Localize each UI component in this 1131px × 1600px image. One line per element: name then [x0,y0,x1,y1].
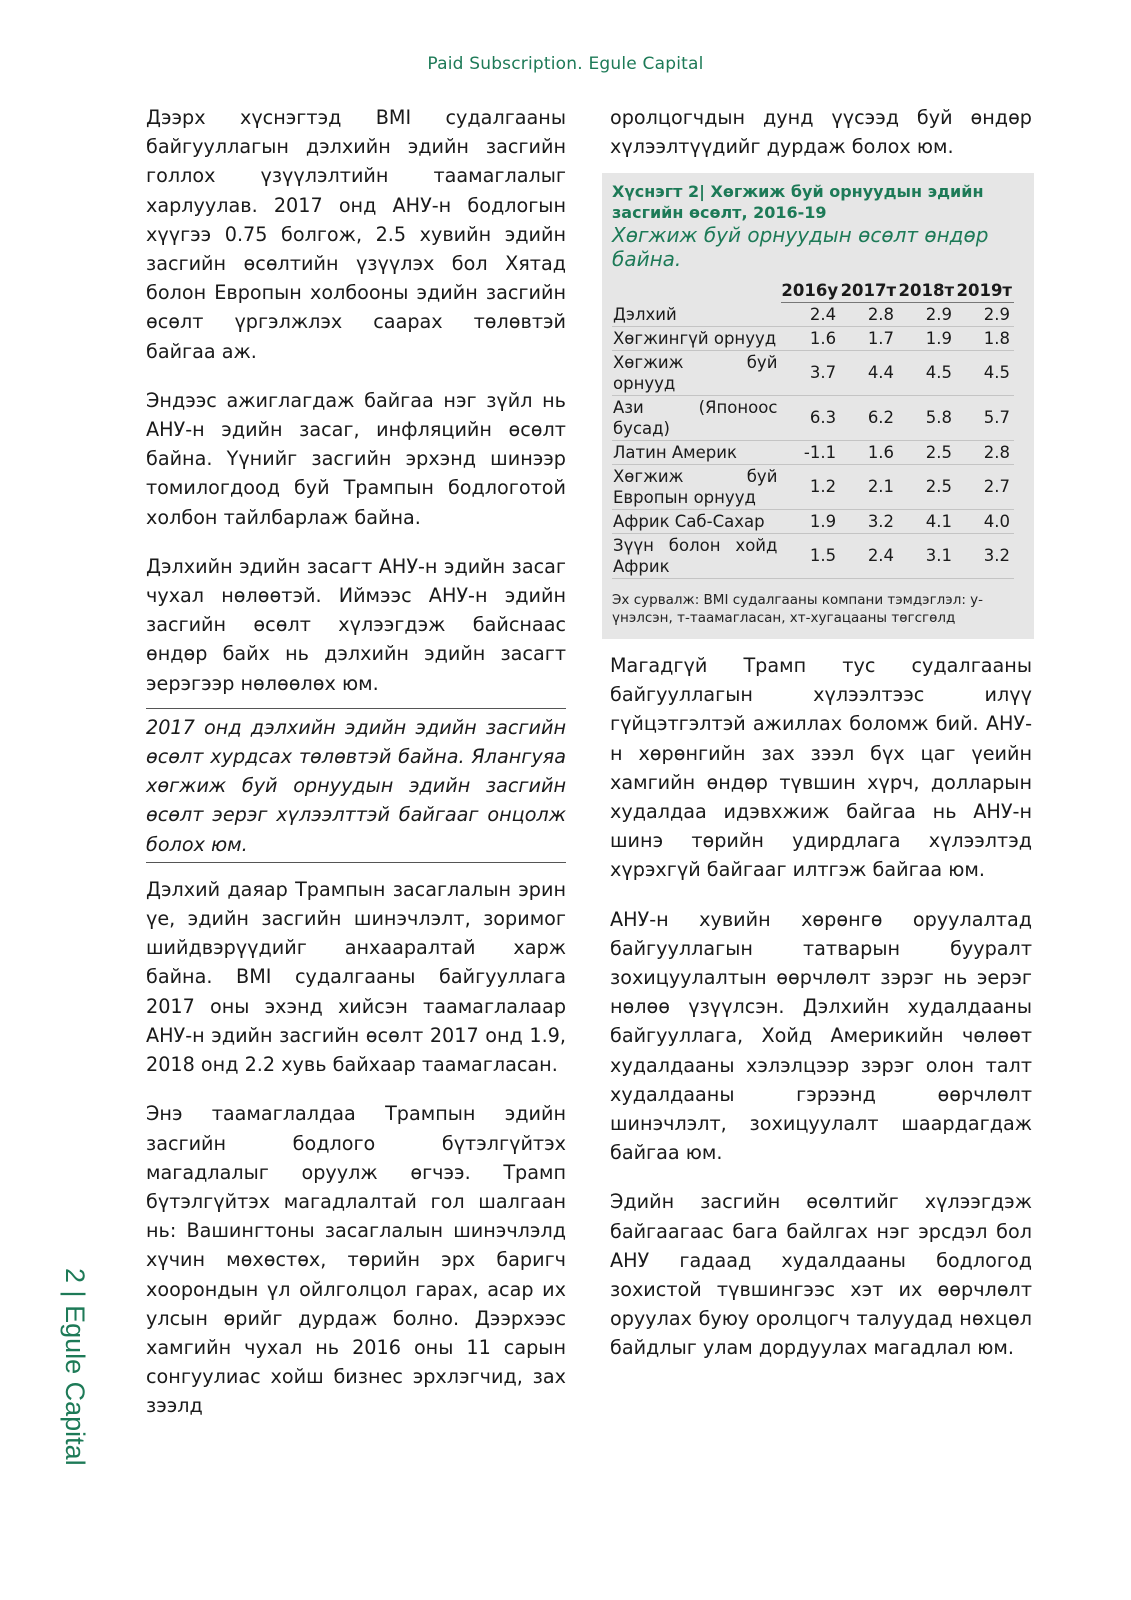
cell-value: 3.2 [840,509,898,533]
cell-value: 5.8 [898,395,956,440]
row-label: Хөгжингүй орнууд [612,326,781,350]
page-number: 2 [60,1268,90,1284]
footer-brand: Egule Capital [60,1305,90,1466]
paragraph: Эндээс ажиглагдаж байгаа нэг зүйл нь АНУ-н эдийн засаг, инфляцийн өсөлт байна. Үүнийг засгийн эрхэнд шинээр томилогдоод буй Трампын бодлоготой холбон тайлбарлаж байна. [146,388,566,529]
table-row [612,464,1014,509]
cell-value: 1.9 [781,509,840,533]
cell-value: 2.8 [956,440,1014,464]
paragraph: АНУ-н хувийн хөрөнгө оруулалтад байгууллагын татварын бууралт зохицуулалтын өөрчлөлт зэрэг нь эерэг нөлөө үзүүлсэн. Дэлхийн худалдааны байгууллага, Хойд Америкийн чөлөөт худалдааны хэлэлцээр зэрэг олон талт худалдааны гэрээнд өөрчлөлт шинэчлэлт, зохицуулалт шаардагдаж байгаа юм. [610,907,1032,1165]
column-header: 2018т [898,277,956,303]
table-row [612,533,1014,578]
paragraph: Энэ таамаглалдаа Трампын эдийн засгийн бодлого бүтэлгүйтэх магадлалыг оруулж өгчээ. Трамп бүтэлгүйтэх магадлалтай гол шалгаан нь: Вашингтоны засаглалын шинэчлэлд хүчин мөхөстөх, төрийн эрх баригч хоорондын үл ойлголцол гарах, асар их улсын өрийг дурдаж болно. Дээрхээс хамгийн чухал нь 2016 оны 11 сарын сонгуулиас хойш бизнес эрхлэгчид, зах зээлд [146,1102,566,1418]
cell-value: 1.8 [956,326,1014,350]
cell-value: 4.0 [956,509,1014,533]
paragraph: Магадгүй Трамп тус судалгааны байгууллагын хүлээлтээс илүү гүйцэтгэлтэй ажиллах боломж бий. АНУ-н хөрөнгийн зах зээл бүх цаг үеийн хамгийн өндөр түвшин хүрч, долларын худалдаа идэвхжиж байгаа нь АНУ-н шинэ төрийн удирдлага хүлээлтэд хүрэхгүй байгааг илтгэж байгаа юм. [610,653,1032,882]
cell-value: 2.7 [956,464,1014,509]
table-row [612,509,1014,533]
cell-value: 1.7 [840,326,898,350]
growth-table-box [602,173,1034,639]
pull-quote: 2017 онд дэлхийн эдийн эдийн засгийн өсөлт хурдсах төлөвтэй байна. Ялангуяа хөгжиж буй орнуудын эдийн засгийн өсөлт эерэг хүлээлттэй байгааг онцолж болох юм. [146,708,566,863]
column-header: 2019т [956,277,1014,303]
cell-value: 3.1 [898,533,956,578]
side-footer [58,1268,98,1498]
cell-value: 4.1 [898,509,956,533]
cell-value: 1.5 [781,533,840,578]
table-title: Хүснэгт 2| Хөгжиж буй орнуудын эдийн засгийн өсөлт, 2016-19 [612,182,984,223]
row-label: Дэлхий [612,303,781,327]
cell-value: 2.1 [840,464,898,509]
cell-value: 4.4 [840,350,898,395]
table-row [612,326,1014,350]
cell-value: 3.7 [781,350,840,395]
row-label: Хөгжиж буй орнууд [612,350,781,395]
right-column [610,103,1032,1383]
cell-value: 1.6 [781,326,840,350]
table-row [612,303,1014,327]
table-row [612,350,1014,395]
row-label: Хөгжиж буй Европын орнууд [612,464,781,509]
table-row [612,395,1014,440]
cell-value: 3.2 [956,533,1014,578]
cell-value: 2.9 [898,303,956,327]
cell-value: 1.9 [898,326,956,350]
cell-value: 6.2 [840,395,898,440]
cell-value: 2.5 [898,440,956,464]
column-header: 2017т [840,277,898,303]
cell-value: 2.5 [898,464,956,509]
cell-value: 6.3 [781,395,840,440]
cell-value: -1.1 [781,440,840,464]
row-label: Ази (Японоос бусад) [612,395,781,440]
side-footer-text [59,1268,90,1466]
table-subtitle: Хөгжиж буй орнуудын өсөлт өндөр байна. [612,223,989,272]
left-column [146,103,566,1441]
paragraph: Эдийн засгийн өсөлтийг хүлээгдэж байгаагаас бага байлгах нэг эрсдэл бол АНУ гадаад худалдааны бодлогод зохистой түвшингээс хэт их өөрчлөлт оруулах буюу оролцогч талуудад нөхцөл байдлыг улам дордуулах магадлал юм. [610,1190,1032,1360]
cell-value: 5.7 [956,395,1014,440]
paragraph: оролцогчдын дунд үүсээд буй өндөр хүлээлтүүдийг дурдаж болох юм. [610,106,1032,159]
page-header: Paid Subscription. Egule Capital [427,54,704,74]
row-label: Латин Америк [612,440,781,464]
paragraph: Дэлхий даяар Трампын засаглалын эрин үе, эдийн засгийн шинэчлэлт, зоримог шийдвэрүүдийг анхааралтай харж байна. BMI судалгааны байгууллага 2017 оны эхэнд хийсэн таамаглалаар АНУ-н эдийн засгийн өсөлт 2017 онд 1.9, 2018 онд 2.2 хувь байхаар таамагласан. [146,877,566,1077]
paragraph: Дээрх хүснэгтэд BMI судалгааны байгууллагын дэлхийн эдийн засгийн голлох үзүүлэлтийн таамаглалыг харлуулав. 2017 онд АНУ-н бодлогын хүүгээ 0.75 болгож, 2.5 хувийн эдийн засгийн өсөлтийн үзүүлэх бол Хятад болон Европын холбооны эдийн засгийн өсөлт үргэлжлэх саарах төлөвтэй байгаа аж. [146,106,566,363]
table-row [612,440,1014,464]
growth-table [612,277,1014,579]
table-header-empty [612,277,781,303]
row-label: Африк Саб-Сахар [612,509,781,533]
table-header-row [612,277,1014,303]
column-header: 2016у [781,277,840,303]
cell-value: 1.6 [840,440,898,464]
row-label: Зүүн болон хойд Африк [612,533,781,578]
cell-value: 2.4 [840,533,898,578]
cell-value: 2.8 [840,303,898,327]
cell-value: 2.9 [956,303,1014,327]
cell-value: 4.5 [956,350,1014,395]
cell-value: 2.4 [781,303,840,327]
cell-value: 4.5 [898,350,956,395]
cell-value: 1.2 [781,464,840,509]
footer-separator: | [60,1290,90,1298]
paragraph: Дэлхийн эдийн засагт АНУ-н эдийн засаг чухал нөлөөтэй. Иймээс АНУ-н эдийн засгийн өсөлт хүлээгдэж байснаас өндөр байх нь дэлхийн эдийн засагт эерэгээр нөлөөлөх юм. [146,554,566,695]
table-source-note: Эх сурвалж: BMI судалгааны компани тэмдэглэл: у-үнэлсэн, т-таамагласан, хт-хугацааны төгсгөлд [612,591,984,626]
